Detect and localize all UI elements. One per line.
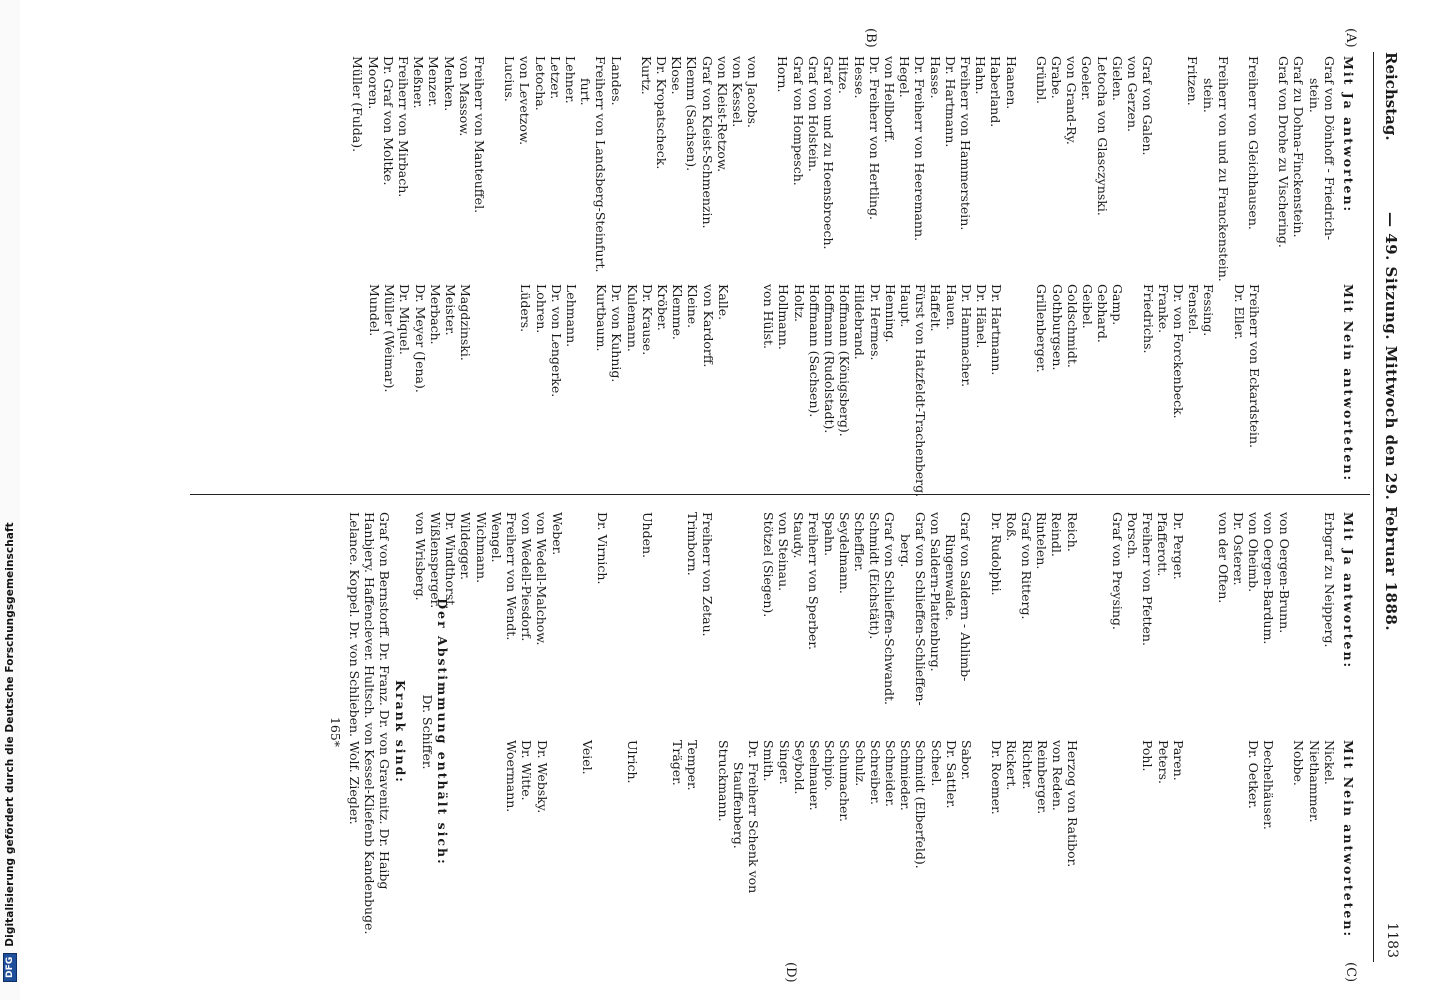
list-item: Graf zu Dohna-Finckenstein.	[1291, 56, 1307, 238]
list-item: Magdzinski.	[458, 284, 474, 361]
list-item: Wildegger.	[458, 512, 474, 580]
list-item: Klemm (Sachsen).	[684, 56, 700, 172]
list-item: Wißlensperger.	[428, 512, 444, 609]
list-item: von Oheimb.	[1246, 512, 1262, 593]
list-item: Dr. Witte.	[519, 740, 535, 801]
list-item: Dr. Meyer (Jena).	[412, 284, 428, 393]
list-item: von Wedell-Malchow.	[534, 512, 550, 646]
list-item: Mooren.	[365, 56, 381, 110]
list-item: Graf von Ritterg.	[1018, 512, 1034, 620]
list-item: Nobbe.	[1291, 740, 1307, 786]
list-item: Fritzen.	[1185, 56, 1201, 106]
abstain-heading: Der Abstimmung enthält sich:	[435, 598, 450, 866]
list-item: Hoffmann (Rudolstadt).	[821, 284, 837, 434]
list-item: Fenstel.	[1186, 284, 1202, 335]
list-item: Graf von Drohe zu Vischering.	[1276, 56, 1292, 248]
list-item: Graf von Galen.	[1140, 56, 1156, 156]
list-item: Staudy.	[791, 512, 807, 559]
list-item: Smith.	[761, 740, 777, 782]
list-item: Seelmauer.	[806, 740, 822, 811]
spacer	[973, 512, 988, 706]
list-item: Schmidt (Eichstätt).	[867, 512, 883, 640]
abstain-name: Dr. Schiffer.	[419, 694, 435, 770]
list-item: Freiherr von Zetau.	[700, 512, 716, 637]
list-item: von Hülst.	[761, 284, 777, 349]
spacer	[1277, 284, 1292, 497]
spacer	[1080, 512, 1095, 706]
list-item: Woermann.	[504, 740, 520, 813]
list-item: Richter.	[1019, 740, 1035, 790]
list-item: Dr. Kropatscheck.	[654, 56, 670, 170]
spacer	[974, 740, 989, 938]
spacer	[1307, 284, 1322, 497]
margin-marker-d: (D)	[783, 962, 798, 983]
spacer	[1004, 284, 1019, 497]
list-item: Pfafferott.	[1155, 512, 1171, 577]
list-item: Hitze.	[836, 56, 852, 94]
list-item: Franke.	[1155, 284, 1171, 334]
list-item: Menken.	[441, 56, 457, 112]
list-item: Letocha.	[532, 56, 548, 111]
list-item: Friedrichs.	[1140, 284, 1156, 354]
list-item: Kurtz.	[638, 56, 654, 95]
list-item: von Kleist-Retzow.	[714, 56, 730, 173]
spacer	[565, 740, 580, 938]
list-item: Kurtbaum.	[594, 284, 610, 352]
digitization-footer	[3, 0, 17, 982]
list-item: Nickel.	[1321, 740, 1337, 785]
list-item: Dr. Krause.	[639, 284, 655, 356]
list-item: Dr. Sattler.	[943, 740, 959, 809]
sick-line: Graf von Bernstorff. Dr. Franz. Dr. von Gravenitz. Dr. Haibg	[377, 512, 393, 890]
list-item: von Steinau.	[775, 512, 791, 592]
list-item: Graf von Schlieffen-Schwandt.	[882, 512, 898, 705]
list-item: Dr. Windthorst.	[443, 512, 459, 610]
spacer	[503, 284, 518, 497]
list-item: Meister.	[443, 284, 459, 336]
list-item: Reich.	[1064, 512, 1080, 552]
list-item: Haanen.	[1003, 56, 1019, 110]
spacer	[1292, 512, 1307, 706]
list-item: Graf von Holstein.	[805, 56, 821, 172]
list-item: Reinberger.	[1034, 740, 1050, 815]
list-item: Letocha von Glasczynski.	[1094, 56, 1110, 216]
list-item: Schipio.	[822, 740, 838, 791]
list-item: Dr. von Lengerke.	[548, 284, 564, 398]
list-item: Dr. Websky.	[534, 740, 550, 814]
list-item: Seydelmann.	[836, 512, 852, 594]
margin-marker-b: (B)	[863, 28, 878, 48]
spacer	[1155, 56, 1170, 282]
margin-marker-a: (A)	[1343, 28, 1358, 48]
list-item: Dr. Freiherr von Hertling.	[866, 56, 882, 220]
list-item: Freiherr von Gleichhausen.	[1245, 56, 1261, 230]
spacer	[550, 740, 565, 938]
list-item: Schmidt (Elberfeld).	[913, 740, 929, 869]
list-item: Ulrich.	[625, 740, 641, 784]
list-item: stein.	[1306, 78, 1322, 113]
spacer	[1095, 740, 1110, 938]
list-item: Dr. Miquel.	[397, 284, 413, 355]
list-item: Hasse.	[927, 56, 943, 99]
list-item: Dr. von Kuhnig.	[609, 284, 625, 383]
list-item: berg.	[897, 534, 913, 568]
list-item: Freiherr von Mirbach.	[396, 56, 412, 198]
list-item: Roß.	[1003, 512, 1019, 542]
column-title: Mit Nein antworteten:	[1341, 740, 1356, 939]
spacer	[565, 512, 580, 706]
spacer	[1125, 740, 1140, 938]
list-item: Hoffmann (Sachsen).	[806, 284, 822, 418]
spacer	[1216, 740, 1231, 938]
list-item: von Oergen-Brunn.	[1276, 512, 1292, 634]
list-item: von Wrisberg.	[412, 512, 428, 601]
spacer	[579, 284, 594, 497]
spacer	[701, 740, 716, 938]
spacer	[1080, 740, 1095, 938]
list-item: Fessing.	[1201, 284, 1217, 337]
list-item: Landes.	[608, 56, 624, 106]
spacer	[1276, 740, 1291, 938]
list-item: Niethammer.	[1306, 740, 1322, 823]
list-item: Hahn.	[973, 56, 989, 95]
list-item: von Hellborff.	[881, 56, 897, 143]
spacer	[487, 56, 502, 282]
spacer	[731, 284, 746, 497]
list-item: Dr. Freiherr Schenk von	[746, 740, 762, 894]
spacer	[655, 512, 670, 706]
spacer	[731, 512, 746, 706]
list-item: Träger.	[670, 740, 686, 786]
list-item: Seybold.	[791, 740, 807, 795]
spacer	[1170, 56, 1185, 282]
entry-list	[367, 284, 1337, 497]
list-item: von der Often.	[1215, 512, 1231, 604]
list-item: von Kessel.	[730, 56, 746, 128]
list-item: Hoffmann (Königsberg).	[837, 284, 853, 437]
list-item: von Gerzen.	[1124, 56, 1140, 132]
list-item: Kröber.	[655, 284, 671, 331]
list-item: Horn.	[775, 56, 791, 93]
list-item: Freiherr von Landsberg-Steinfurt.	[593, 56, 609, 273]
abstain-section	[328, 512, 450, 952]
spacer	[1095, 512, 1110, 706]
list-item: Peters.	[1155, 740, 1171, 785]
spacer	[1231, 56, 1246, 282]
list-item: Grillenberger.	[1034, 284, 1050, 373]
spacer	[1322, 284, 1337, 497]
list-item: Dr. Osterer.	[1230, 512, 1246, 586]
list-item: Merbach.	[427, 284, 443, 345]
list-item: Graf von Preysing.	[1109, 512, 1125, 630]
list-item: Dr. Graf von Moltke.	[380, 56, 396, 186]
list-item: Lehmann.	[564, 284, 580, 348]
list-item: von Saldern-Plattenburg.	[927, 512, 943, 672]
list-item: Freiherr von Eckardstein.	[1246, 284, 1262, 449]
list-item: Singer.	[776, 740, 792, 785]
list-item: Dr. Rudolphi.	[988, 512, 1004, 596]
list-item: Müller (Fulda).	[350, 56, 366, 153]
list-item: Henning.	[882, 284, 898, 343]
list-item: Uhden.	[640, 512, 656, 559]
list-item: Wengel.	[488, 512, 504, 563]
list-item: Temper.	[685, 740, 701, 791]
list-item: Freiherr von Wendt.	[504, 512, 520, 641]
spacer	[1307, 512, 1322, 706]
list-item: Graf von Schlieffen-Schlieffen-	[912, 512, 928, 706]
spacer	[1261, 56, 1276, 282]
list-item: Porsch.	[1124, 512, 1140, 559]
list-item: von Oergen-Bardum.	[1261, 512, 1277, 645]
footer-text: Digitalisierung gefördert durch die Deutsche Forschungsgemeinschaft	[4, 522, 16, 947]
list-item: Dr. Hänel.	[973, 284, 989, 349]
header-session: — 49. Sitzung. Mittwoch den 29. Februar 1888.	[1382, 212, 1400, 632]
list-item: Stötzel (Siegen).	[760, 512, 776, 618]
spacer	[760, 56, 775, 282]
spacer	[640, 740, 655, 938]
list-item: Goldschmidt.	[1064, 284, 1080, 368]
list-item: Müller (Weimar).	[382, 284, 398, 393]
list-item: Dr. Hartmann.	[942, 56, 958, 148]
list-item: Rickert.	[1004, 740, 1020, 791]
list-item: Grabe.	[1048, 56, 1064, 99]
list-item: von Levetzow.	[517, 56, 533, 146]
list-item: Hollmann.	[776, 284, 792, 350]
spacer	[655, 740, 670, 938]
spacer	[473, 284, 488, 497]
list-item: Veiel.	[579, 740, 595, 775]
list-item: von Wedell-Piesdorf.	[519, 512, 535, 642]
list-item: Hesse.	[851, 56, 867, 99]
list-item: Holtz.	[791, 284, 807, 323]
list-item: Dr. Hartmann.	[989, 284, 1005, 376]
list-item: Pohl.	[1140, 740, 1156, 772]
spacer	[1216, 284, 1231, 497]
column-yes-2	[413, 512, 1356, 706]
list-item: Lohren.	[533, 284, 549, 334]
list-item: Struckmann.	[715, 740, 731, 822]
sick-line: Hanbjery. Haffenclever. Hultsch. von Kessel-Kliefenb Kandenbuge.	[362, 512, 378, 935]
list-item: Haupt.	[897, 284, 913, 328]
list-item: Gielen.	[1109, 56, 1125, 101]
list-item: Goeler.	[1079, 56, 1095, 101]
list-item: Klemme.	[670, 284, 686, 340]
list-item: Scheffler.	[851, 512, 867, 572]
entry-list	[504, 740, 1337, 938]
list-item: Dechelhäuser.	[1261, 740, 1277, 830]
list-item: Graf von Kleist-Schmenzin.	[699, 56, 715, 229]
list-item: Trimborn.	[685, 512, 701, 576]
list-item: Dr. Virnich.	[594, 512, 610, 585]
list-item: Schneider.	[882, 740, 898, 808]
spacer	[716, 512, 731, 706]
list-item: Reindl.	[1049, 512, 1065, 557]
spacer	[610, 740, 625, 938]
column-no-2	[504, 740, 1356, 938]
spacer	[1186, 740, 1201, 938]
list-item: Paren.	[1170, 740, 1186, 781]
list-item: Gothburgsen.	[1049, 284, 1065, 371]
list-item: Menzer.	[426, 56, 442, 107]
list-item: Hegel.	[897, 56, 913, 98]
list-item: Klose.	[669, 56, 685, 95]
list-item: Freiherr von Pfetten.	[1140, 512, 1156, 646]
list-item: Lucius.	[502, 56, 518, 102]
list-item: von Reden.	[1049, 740, 1065, 811]
list-item: Geibel.	[1079, 284, 1095, 329]
spacer	[1019, 284, 1034, 497]
list-item: Letzer.	[547, 56, 563, 100]
list-item: Hauen.	[943, 284, 959, 330]
dfg-logo: DFG	[3, 953, 17, 982]
column-yes-1	[350, 56, 1356, 282]
header-title: Reichstag.	[1382, 52, 1400, 141]
spacer	[1019, 56, 1034, 282]
entry-list	[413, 512, 1337, 706]
list-item: Haberland.	[988, 56, 1004, 128]
list-item: Wichmann.	[473, 512, 489, 584]
list-item: von Massow.	[456, 56, 472, 137]
list-item: Gebhard.	[1095, 284, 1111, 343]
list-item: Weber.	[549, 512, 565, 556]
spacer	[625, 512, 640, 706]
document-page	[90, 22, 1410, 982]
list-item: Grünbl.	[1033, 56, 1049, 105]
list-item: Freiherr von Sperber.	[806, 512, 822, 650]
list-item: Dr. Oetker.	[1245, 740, 1261, 809]
list-item: Gamp.	[1110, 284, 1126, 326]
spacer	[1201, 512, 1216, 706]
list-item: Schumacher.	[837, 740, 853, 822]
spacer	[580, 512, 595, 706]
spacer	[1110, 740, 1125, 938]
list-item: Graf von Saldern - Ahlimb-	[958, 512, 974, 682]
list-item: Freiherr von Manteuffel.	[472, 56, 488, 214]
spacer	[624, 56, 639, 282]
column-title: Mit Ja antworten:	[1341, 56, 1356, 214]
list-item: Graf von Dönhoff - Friedrich-	[1321, 56, 1337, 241]
spacer	[1186, 512, 1201, 706]
list-item: Herzog von Ratibor.	[1065, 740, 1081, 868]
list-item: Dr. Hermes.	[867, 284, 883, 361]
spacer	[1262, 284, 1277, 497]
list-item: Lehner.	[563, 56, 579, 104]
list-item: Fürst von Hatzfeldt-Trachenberg.	[913, 284, 929, 498]
spacer	[1231, 740, 1246, 938]
header-rule	[1373, 52, 1374, 962]
list-item: Lüders.	[518, 284, 534, 333]
spacer	[1292, 284, 1307, 497]
list-item: Stauffenberg.	[730, 762, 746, 849]
list-item: von Grand-Ry.	[1064, 56, 1080, 145]
list-item: Mundel.	[367, 284, 383, 337]
spacer	[746, 512, 761, 706]
margin-marker-c: (C)	[1343, 962, 1358, 983]
column-no-1	[367, 284, 1356, 497]
list-item: Freiherr von Hammerstein.	[957, 56, 973, 231]
list-item: Rintelen.	[1034, 512, 1050, 570]
list-item: Spahn.	[821, 512, 837, 557]
list-item: Kleine.	[685, 284, 701, 329]
spacer	[746, 284, 761, 497]
list-item: Dr. Roemer.	[989, 740, 1005, 815]
list-item: Dr. Perger.	[1170, 512, 1186, 580]
list-item: stein.	[1200, 78, 1216, 113]
list-item: Kulemann.	[624, 284, 640, 352]
page-number: 1183	[1384, 922, 1400, 958]
spacer	[1125, 284, 1140, 497]
spacer	[1201, 740, 1216, 938]
page-header	[1378, 52, 1404, 962]
spacer	[488, 284, 503, 497]
spacer	[610, 512, 625, 706]
list-item: Sabor.	[958, 740, 974, 781]
list-item: Ringenwalde.	[943, 534, 959, 621]
list-item: Graf von Hompesch.	[790, 56, 806, 186]
sick-heading: Krank sind:	[392, 680, 408, 784]
sick-line: Lelance. Koppel. Dr. von Schlieben. Wolf. Ziegler.	[346, 512, 362, 825]
spacer	[595, 740, 610, 938]
list-item: Dr. von Forckenbeck.	[1170, 284, 1186, 419]
column-title: Mit Ja antworten:	[1341, 512, 1356, 670]
list-item: Scheel.	[928, 740, 944, 787]
list-item: Hildebrand.	[852, 284, 868, 360]
list-item: Schreiber.	[867, 740, 883, 805]
spacer	[670, 512, 685, 706]
list-item: furt.	[578, 78, 594, 106]
page-signature: 165*	[327, 716, 343, 748]
list-item: von Jacobs.	[745, 56, 761, 128]
entry-list	[350, 56, 1337, 282]
list-item: Erbgraf zu Neipperg.	[1321, 512, 1337, 648]
list-item: Graf von und zu Hoensbroech.	[821, 56, 837, 250]
list-item: von Kardorff.	[700, 284, 716, 368]
list-item: Kalle.	[715, 284, 731, 321]
column-title: Mit Nein antworteten:	[1341, 284, 1356, 483]
list-item: Dr. Eller.	[1231, 284, 1247, 340]
list-item: Freiherr von und zu Franckenstein.	[1215, 56, 1231, 282]
list-item: Dr. Freiherr von Heeremann.	[912, 56, 928, 242]
list-item: Dr. Hammacher.	[958, 284, 974, 388]
list-item: Schulz.	[852, 740, 868, 787]
list-item: Meßner.	[411, 56, 427, 109]
list-item: Haffelt.	[928, 284, 944, 332]
list-item: Schmieder.	[898, 740, 914, 811]
